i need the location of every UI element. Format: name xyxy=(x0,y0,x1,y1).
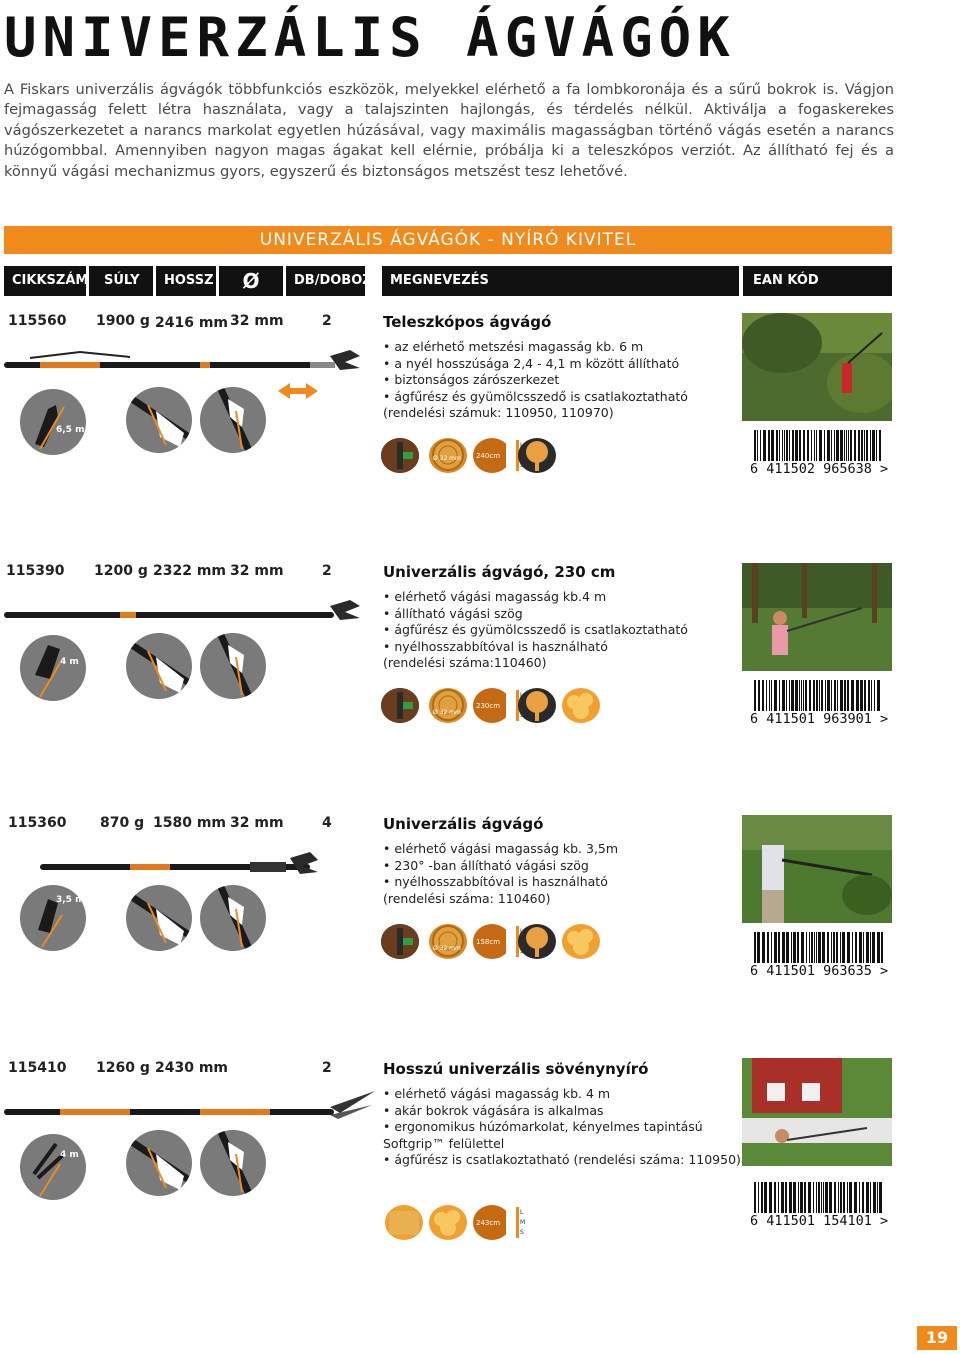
product-row xyxy=(0,1060,960,1300)
product-row xyxy=(0,815,960,1055)
grip-usage-icon xyxy=(126,885,192,951)
product-diameter: 32 mm xyxy=(230,313,284,329)
tool-length-label: 158cm xyxy=(476,938,501,946)
size-scale-icon xyxy=(506,1205,530,1240)
feature-list xyxy=(383,589,733,672)
handle-grip-icon xyxy=(381,924,419,959)
product-name: Teleszkópos ágvágó xyxy=(383,313,552,331)
feature-list xyxy=(383,339,733,422)
feature-item: • a nyél hosszúsága 2,4 - 4,1 m között állítható xyxy=(383,355,680,371)
svg-text:S: S xyxy=(520,1229,524,1236)
tree-icon xyxy=(518,688,556,723)
hedge-icon xyxy=(562,924,600,959)
pruner-tool-image xyxy=(0,338,370,378)
garden-photo xyxy=(742,563,892,671)
feature-item: • ágfűrész is csatlakoztatható (rendelési száma: 110950) xyxy=(383,1152,741,1168)
ean-code: 6 411501 963635 > xyxy=(750,963,889,979)
cut-diameter-icon xyxy=(429,688,467,723)
hedge-icon xyxy=(429,1205,467,1240)
grip-usage-icon xyxy=(126,633,192,699)
reach-circle xyxy=(20,389,86,455)
product-length: 2322 mm xyxy=(153,563,227,579)
tool-length-label: 243cm xyxy=(476,1219,501,1227)
feature-item: • 230° -ban állítható vágási szög xyxy=(383,857,589,873)
ean-code: 6 411502 965638 > xyxy=(750,461,889,477)
ean-code: 6 411501 154101 > xyxy=(750,1213,889,1229)
product-per-box: 2 xyxy=(322,313,332,329)
feature-item: • biztonságos zárószerkezet xyxy=(383,372,560,388)
reach-label: 3,5 m xyxy=(56,895,85,905)
hedge-block-icon xyxy=(385,1205,423,1240)
product-row xyxy=(0,563,960,803)
grip-usage-icon xyxy=(126,1130,192,1196)
feature-item: (rendelési számuk: 110950, 110970) xyxy=(383,405,614,421)
header-per-box: DB/DOBOZ xyxy=(286,266,365,296)
svg-text:M: M xyxy=(520,1219,526,1226)
handle-grip-icon xyxy=(381,688,419,723)
product-per-box: 2 xyxy=(322,1060,332,1076)
reach-label: 4 m xyxy=(60,657,79,667)
product-weight: 870 g xyxy=(100,815,145,831)
tool-length-label: 240cm xyxy=(476,452,501,460)
header-name: MEGNEVEZÉS xyxy=(382,266,739,296)
product-sku: 115360 xyxy=(8,815,67,831)
barcode-bars xyxy=(754,430,881,464)
page-title: UNIVERZÁLIS ÁGVÁGÓK xyxy=(4,6,736,69)
handle-grip-icon xyxy=(381,438,419,473)
pull-handle-usage-icon xyxy=(200,885,266,951)
page-number: 19 xyxy=(917,1326,957,1350)
feature-item: • állítható vágási szög xyxy=(383,605,523,621)
feature-item: (rendelési száma: 110460) xyxy=(383,890,551,906)
product-per-box: 2 xyxy=(322,563,332,579)
pruner-tool-image xyxy=(0,840,370,880)
cut-diameter-icon xyxy=(429,924,467,959)
pruner-tool-image xyxy=(0,588,370,628)
reach-label: 6,5 m xyxy=(56,425,85,435)
cut-diameter-label: Ø 32 mm xyxy=(433,455,461,462)
product-per-box: 4 xyxy=(322,815,332,831)
intro-paragraph: A Fiskars univerzális ágvágók többfunkciós eszközök, melyekkel elérhető a fa lombkoronája és a sűrű bokrok is. Vágjon fejmagasság felett létra használata, vagy a talajszinten hajlongás, és térdelés nélkül. Aktiválja a fogaskerekes vágószerkezetet a narancs markolat egyetlen húzásával, vagy maximális magasságban történő vágás esetén a narancs húzógombbal. Amennyiben nagyon magas ágakat kell elérnie, próbálja ki a teleszkópos verziót. Az állítható fej és a könnyű vágási mechanizmus gyors, egyszerű és biztonságos metszést tesz lehetővé. xyxy=(4,81,894,180)
svg-text:L: L xyxy=(520,1209,524,1216)
feature-item: • elérhető vágási magasság kb. 3,5m xyxy=(383,841,619,856)
header-weight: SÚLY xyxy=(89,266,153,296)
pull-handle-usage-icon xyxy=(200,387,266,453)
product-sku: 115410 xyxy=(8,1060,67,1076)
product-name: Univerzális ágvágó, 230 cm xyxy=(383,563,616,581)
barcode-bars xyxy=(754,1182,882,1216)
product-diameter: 32 mm xyxy=(230,563,284,579)
feature-item: • akár bokrok vágására is alkalmas xyxy=(383,1102,604,1118)
reach-circle xyxy=(20,635,86,701)
product-sku: 115390 xyxy=(6,563,65,579)
pull-handle-usage-icon xyxy=(200,633,266,699)
pull-handle-usage-icon xyxy=(200,1130,266,1196)
product-length: 1580 mm xyxy=(153,815,227,831)
feature-list xyxy=(383,841,733,907)
hedge-icon xyxy=(562,688,600,723)
product-length: 2430 mm xyxy=(155,1060,229,1076)
garden-photo xyxy=(742,815,892,923)
feature-item: • ágfűrész és gyümölcsszedő is csatlakoztatható xyxy=(383,622,688,638)
header-ean: EAN KÓD xyxy=(743,266,892,296)
product-length: 2416 mm xyxy=(155,315,229,331)
product-diameter: 32 mm xyxy=(230,815,284,831)
section-title: UNIVERZÁLIS ÁGVÁGÓK - NYÍRÓ KIVITEL xyxy=(4,226,892,254)
feature-item: • elérhető vágási magasság kb.4 m xyxy=(383,589,607,604)
tool-length-label: 230cm xyxy=(476,702,501,710)
garden-photo xyxy=(742,313,892,421)
reach-label: 4 m xyxy=(60,1150,79,1160)
garden-photo xyxy=(742,1058,892,1166)
hedge-shear-tool-image xyxy=(0,1085,380,1130)
grip-usage-icon xyxy=(126,387,192,453)
feature-item: • elérhető vágási magasság kb. 4 m xyxy=(383,1086,611,1101)
feature-item: • ergonomikus húzómarkolat, kényelmes tapintású xyxy=(383,1119,703,1135)
cut-diameter-icon xyxy=(429,438,467,473)
adjustable-arrow-icon xyxy=(276,381,320,401)
feature-item: • nyélhosszabbítóval is használható xyxy=(383,638,608,654)
feature-item: • nyélhosszabbítóval is használható xyxy=(383,874,608,890)
barcode-bars xyxy=(754,932,883,966)
product-weight: 1200 g xyxy=(94,563,148,579)
product-weight: 1900 g xyxy=(96,313,150,329)
header-diameter: Ø xyxy=(219,266,283,296)
feature-item: Softgrip™ felülettel xyxy=(383,1135,505,1151)
tree-icon xyxy=(518,924,556,959)
header-length: HOSSZ xyxy=(156,266,216,296)
cut-diameter-label: Ø 32 mm xyxy=(433,945,461,952)
ean-code: 6 411501 963901 > xyxy=(750,711,889,727)
product-name: Univerzális ágvágó xyxy=(383,815,544,833)
reach-circle xyxy=(20,885,86,951)
reach-circle xyxy=(20,1134,86,1200)
product-row xyxy=(0,313,960,553)
cut-diameter-label: Ø 32 mm xyxy=(433,709,461,716)
tree-icon xyxy=(518,438,556,473)
barcode-bars xyxy=(754,680,880,714)
feature-item: • az elérhető metszési magasság kb. 6 m xyxy=(383,339,644,354)
product-name: Hosszú univerzális sövénynyíró xyxy=(383,1060,649,1078)
feature-item: • ágfűrész és gyümölcsszedő is csatlakoztatható xyxy=(383,388,688,404)
product-sku: 115560 xyxy=(8,313,67,329)
feature-item: (rendelési száma:110460) xyxy=(383,655,547,671)
feature-list xyxy=(383,1086,741,1169)
header-sku: CIKKSZÁM xyxy=(4,266,86,296)
product-weight: 1260 g xyxy=(96,1060,150,1076)
